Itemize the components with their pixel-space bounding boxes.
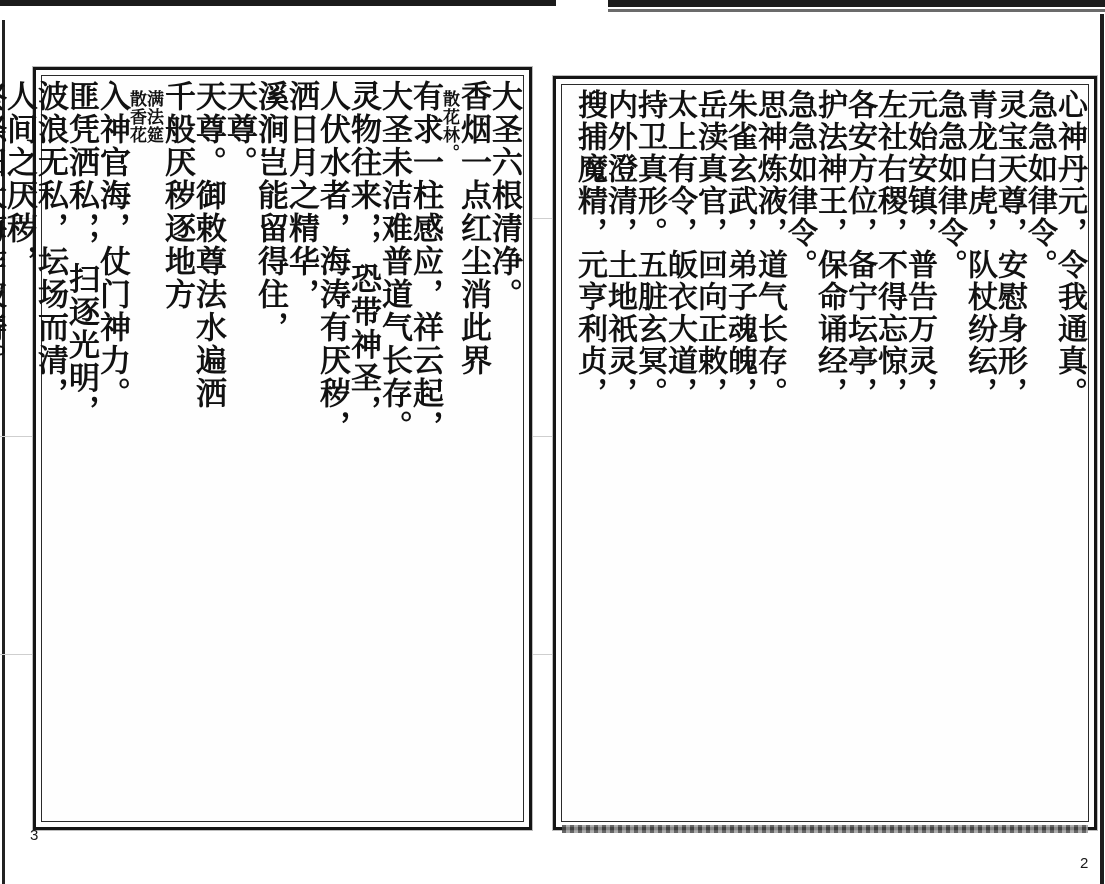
text-column: 满法筵 (143, 90, 163, 144)
text-column: 急急如律令。 (1022, 89, 1057, 281)
text-column: 洒日月之精华， (283, 80, 319, 311)
text-column: 大圣未洁难普道气长存。 (376, 80, 412, 443)
text-column: 心神丹元，令我通真。 (1052, 89, 1087, 409)
text-column: 人伏水者，海涛有厌秽， (314, 80, 350, 443)
text-column: 灵物往来，，恐带神圣， (345, 80, 381, 428)
text-column: 护法神王，保命诵经， (812, 89, 847, 409)
text-column: 千般厌秽逐地方 (159, 80, 195, 311)
text-column: 溪涧岂能留得住， (252, 80, 288, 344)
text-column: 思神炼液，道气长存。 (752, 89, 787, 409)
text-column: 天尊。 (221, 80, 257, 179)
text-column: 波浪无私，坛场而清， (32, 80, 68, 410)
text-column: 各安方位，备宁坛亭， (842, 89, 877, 409)
text-column: 搜捕魔精，元亨利贞， (572, 89, 607, 409)
text-column: 香烟一点红尘消此界 (455, 80, 491, 377)
text-column: 人间之厌秽， (1, 80, 37, 278)
page-number-right: 2 (1080, 855, 1089, 872)
text-column: 匪凭洒私，，扫逐光明， (63, 80, 99, 428)
scan-edge-artifact-right-rail (1100, 14, 1104, 884)
right-page-text-columns (566, 89, 1087, 817)
left-page-panel (1, 67, 532, 830)
text-column: 朱雀玄武，弟子魂魄， (722, 89, 757, 409)
text-column: 岳渎真官，回向正敕， (692, 89, 727, 409)
text-column: 散香花 (126, 90, 146, 144)
text-column: 大圣六根清净。 (486, 80, 522, 311)
left-page-text-columns (1, 80, 522, 817)
text-column: 急急如律令。 (932, 89, 967, 281)
scan-edge-artifact-top-right-secondary (608, 9, 1105, 12)
page-number-left: 3 (30, 827, 39, 844)
text-column: 散花林。 (439, 90, 459, 162)
text-column: 有求一柱感应，祥云起， (407, 80, 443, 443)
text-column: 入神官海，仗门神力。 (94, 80, 130, 410)
scan-edge-artifact-top-left (0, 0, 556, 6)
scan-edge-artifact-top-right (608, 0, 1105, 7)
text-column: 左社右稷，不得忘惊， (872, 89, 907, 409)
scan-edge-artifact-bottom (562, 825, 1088, 833)
text-column: 天尊。御敕尊法水遍洒 (190, 80, 226, 410)
right-page-panel (553, 76, 1097, 830)
text-column: 急急如律令。 (782, 89, 817, 281)
text-column: 太上有令，皈衣大道， (662, 89, 697, 409)
text-column: 元始安镇，普告万灵， (902, 89, 937, 409)
text-column: 持卫真形。五脏玄冥。 (632, 89, 667, 409)
text-column: 内外澄清，土地祇灵， (602, 89, 637, 409)
text-column: 青龙白虎，队杖纷纭， (962, 89, 997, 409)
text-column: 灵宝天尊，安慰身形， (992, 89, 1027, 409)
